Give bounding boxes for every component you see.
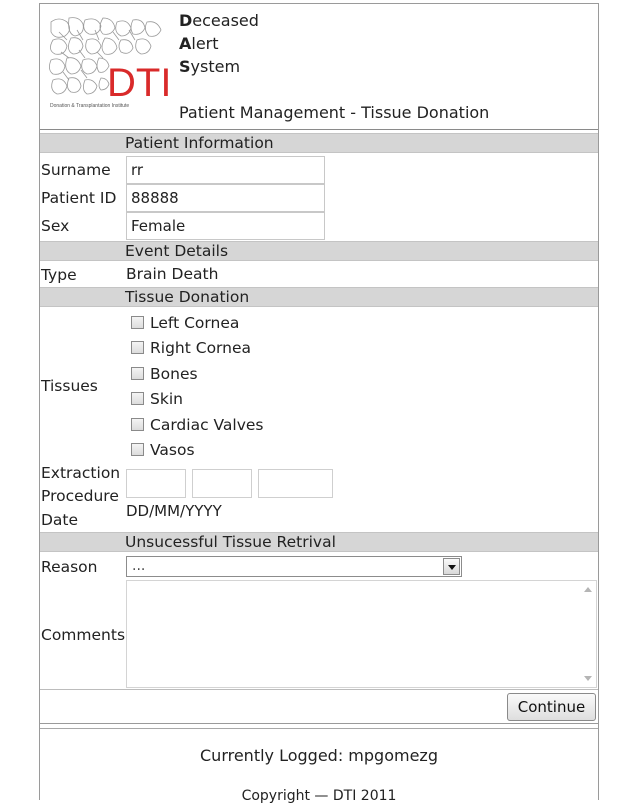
checkbox-left-cornea[interactable] bbox=[131, 316, 144, 329]
checkbox-label: Left Cornea bbox=[150, 314, 240, 332]
copyright-text: Copyright — DTI 2011 bbox=[241, 788, 397, 804]
date-format-hint: DD/MM/YYYY bbox=[126, 502, 222, 520]
system-name-line-2: Alert bbox=[179, 34, 219, 53]
extraction-label-line-1: Extraction bbox=[41, 464, 121, 482]
header-divider bbox=[40, 129, 598, 130]
sex-label: Sex bbox=[41, 217, 70, 235]
extraction-label-line-3: Date bbox=[41, 511, 79, 529]
reason-select-value: ... bbox=[132, 558, 146, 574]
reason-select[interactable] bbox=[126, 556, 462, 577]
reason-dropdown-button[interactable] bbox=[443, 558, 460, 575]
section-tissue-donation: Tissue Donation bbox=[40, 287, 598, 307]
system-name-line-1: Deceased bbox=[179, 11, 259, 30]
extraction-label-line-2: Procedure bbox=[41, 487, 119, 505]
surname-label: Surname bbox=[41, 161, 111, 179]
date-month-field[interactable] bbox=[192, 469, 252, 498]
patient-id-field[interactable]: 88888 bbox=[126, 184, 325, 212]
logged-in-text: Currently Logged: mpgomezg bbox=[200, 746, 438, 765]
section-unsuccessful-retrieval: Unsucessful Tissue Retrival bbox=[40, 532, 598, 552]
comments-label: Comments bbox=[41, 626, 126, 644]
comments-textarea[interactable] bbox=[126, 580, 597, 688]
surname-field[interactable]: rr bbox=[126, 156, 325, 184]
scroll-up-icon[interactable] bbox=[584, 587, 592, 592]
type-label: Type bbox=[41, 266, 77, 284]
tissues-label: Tissues bbox=[41, 377, 98, 395]
comments-scrollbar[interactable] bbox=[580, 581, 596, 687]
dti-logo bbox=[47, 14, 169, 110]
footer-divider bbox=[40, 728, 598, 729]
svg-text:DTI: DTI bbox=[107, 61, 169, 105]
sex-field[interactable]: Female bbox=[126, 212, 325, 240]
scroll-down-icon[interactable] bbox=[584, 676, 592, 681]
chevron-down-icon bbox=[448, 565, 456, 570]
svg-text:Donation & Transplantation Ins: Donation & Transplantation Institute bbox=[50, 103, 130, 109]
type-value: Brain Death bbox=[126, 265, 219, 283]
section-patient-information: Patient Information bbox=[40, 133, 598, 153]
checkbox-skin[interactable] bbox=[131, 392, 144, 405]
checkbox-cardiac-valves[interactable] bbox=[131, 418, 144, 431]
date-day-field[interactable] bbox=[126, 469, 186, 498]
checkbox-label: Cardiac Valves bbox=[150, 416, 264, 434]
page-title: Patient Management - Tissue Donation bbox=[179, 103, 490, 122]
section-event-details: Event Details bbox=[40, 241, 598, 261]
checkbox-bones[interactable] bbox=[131, 367, 144, 380]
checkbox-label: Right Cornea bbox=[150, 339, 252, 357]
patient-id-label: Patient ID bbox=[41, 189, 117, 207]
checkbox-label: Bones bbox=[150, 365, 198, 383]
system-name-line-3: System bbox=[179, 57, 241, 76]
checkbox-label: Skin bbox=[150, 390, 183, 408]
continue-button[interactable]: Continue bbox=[507, 693, 596, 721]
date-year-field[interactable] bbox=[258, 469, 333, 498]
reason-label: Reason bbox=[41, 558, 98, 576]
checkbox-vasos[interactable] bbox=[131, 443, 144, 456]
checkbox-label: Vasos bbox=[150, 441, 195, 459]
checkbox-right-cornea[interactable] bbox=[131, 341, 144, 354]
